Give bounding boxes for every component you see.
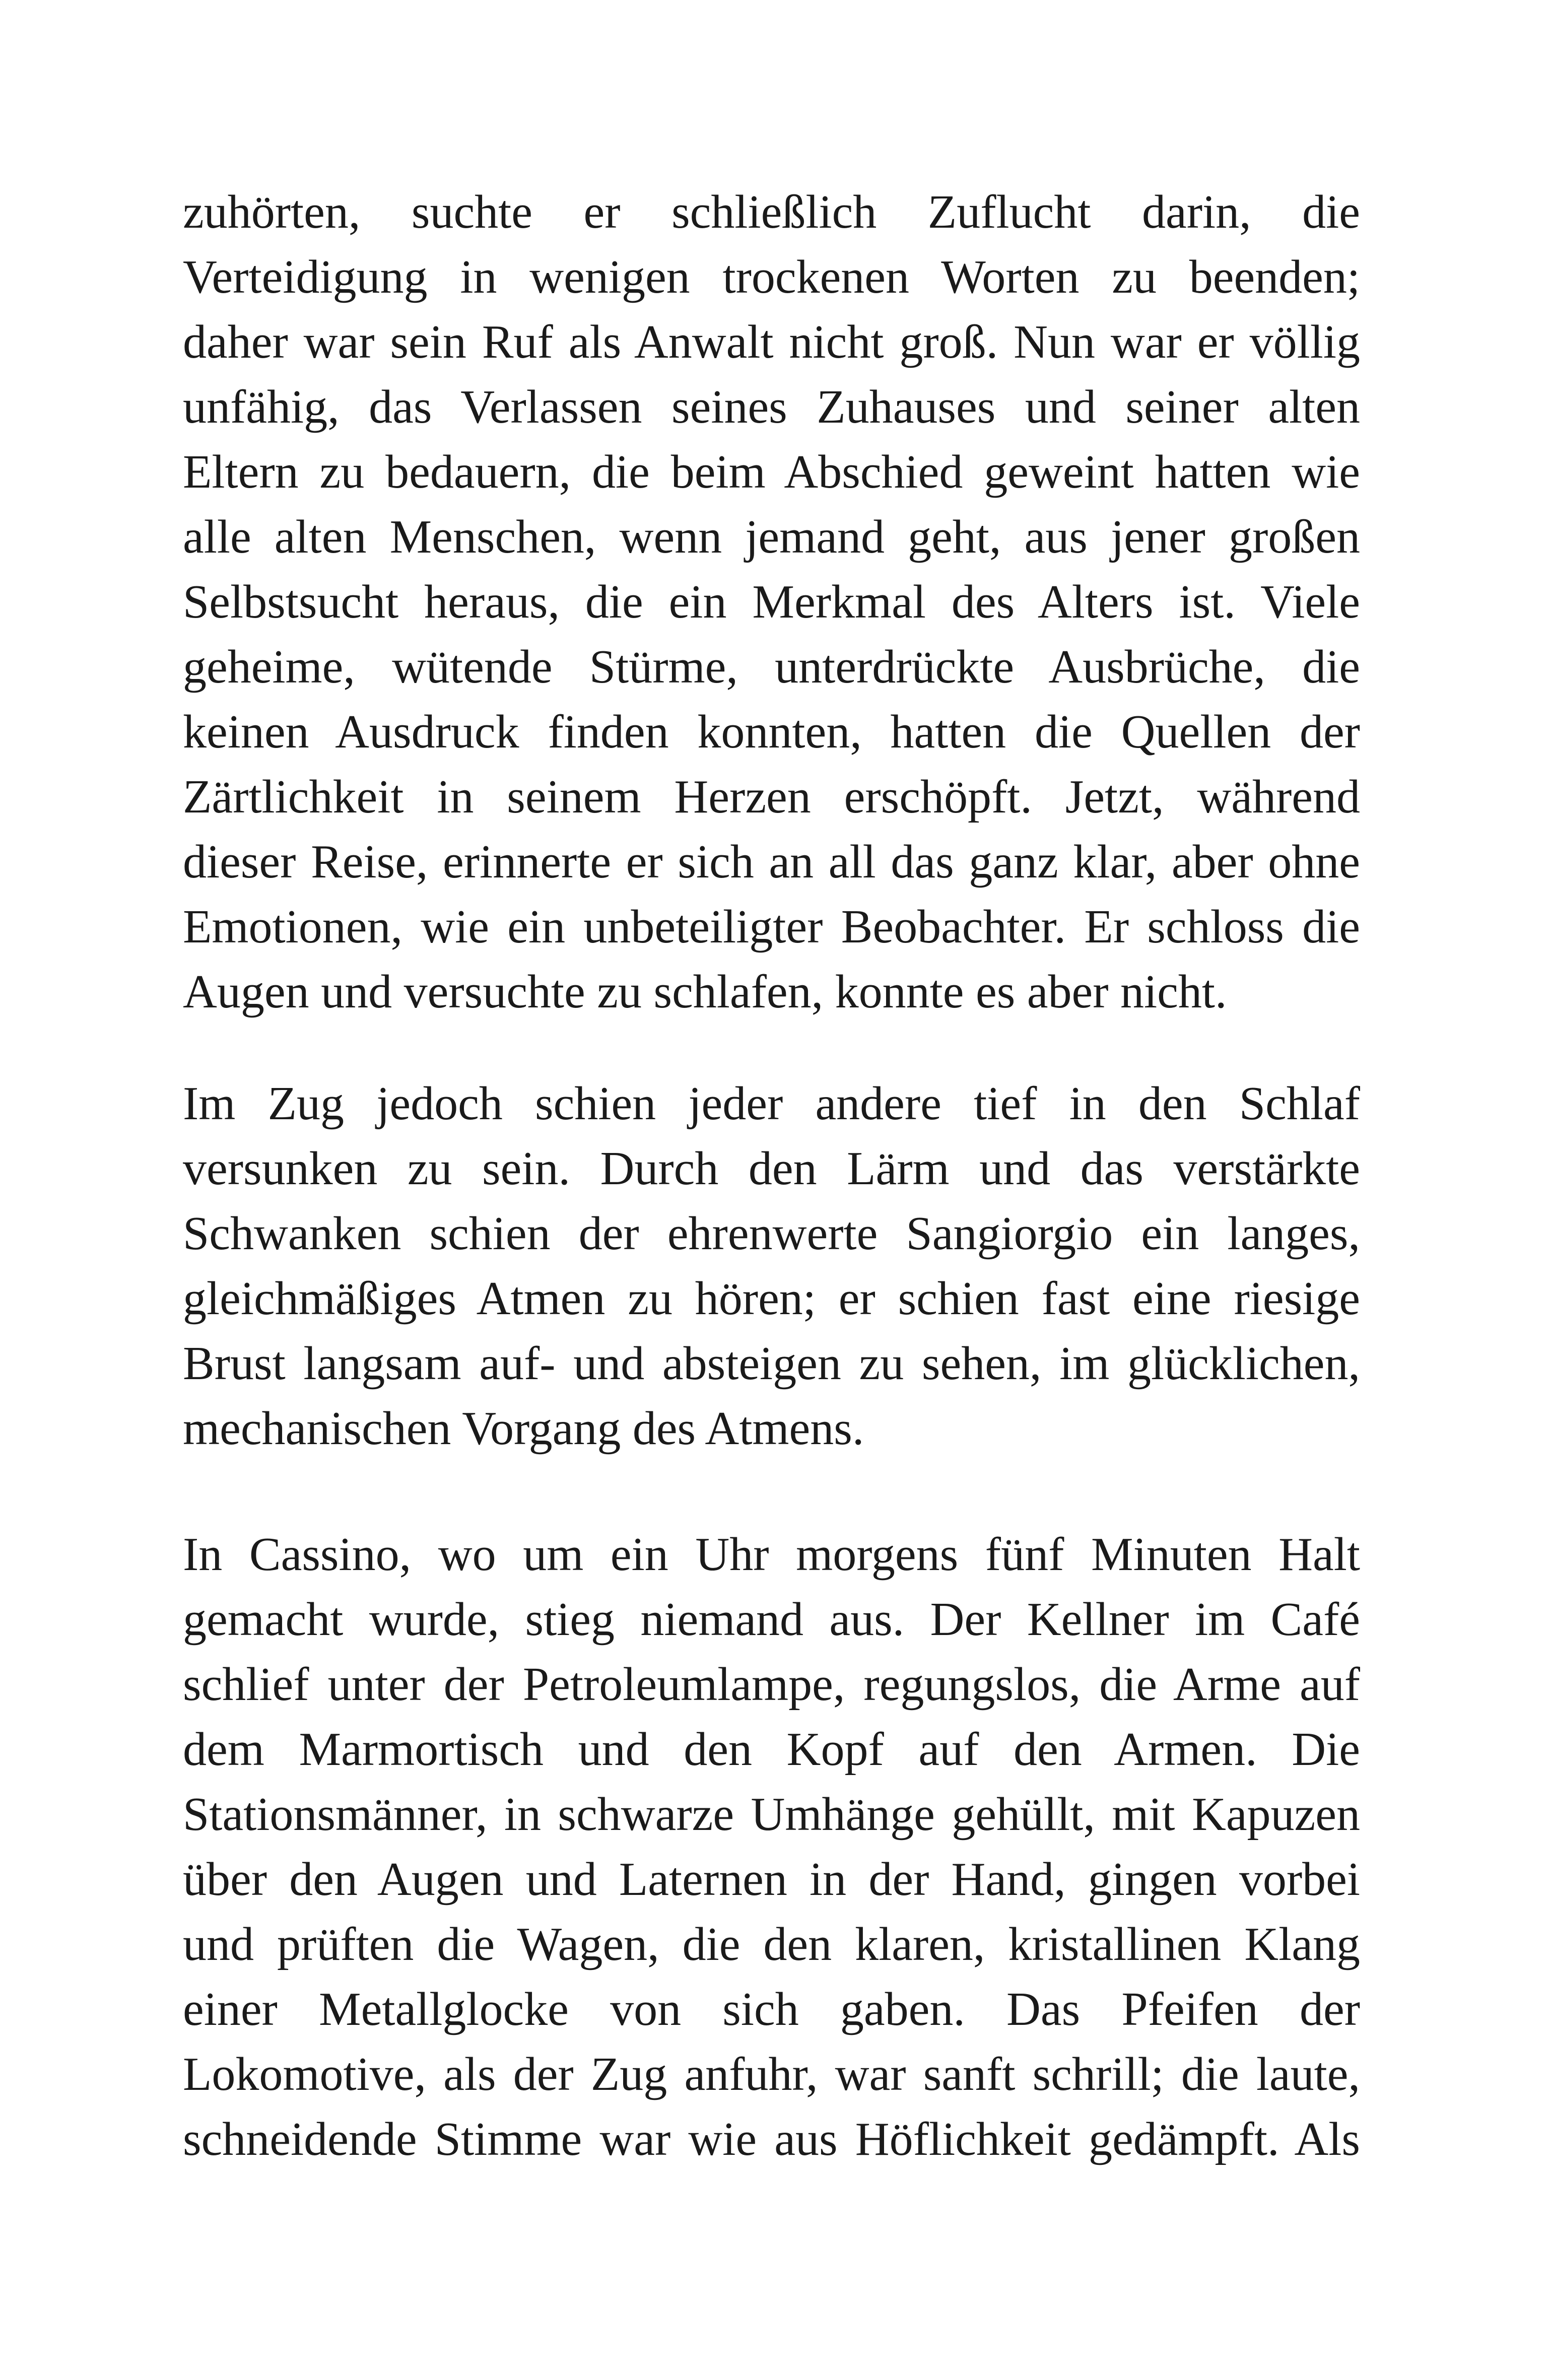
text-line: dieser Reise, erinnerte er sich an all das ganz klar, aber ohne — [183, 836, 1360, 888]
text-line: Augen und versuchte zu schlafen, konnte es aber nicht. — [183, 966, 1227, 1018]
text-line: Schwanken schien der ehrenwerte Sangiorgio ein langes, — [183, 1207, 1360, 1260]
text-line: Emotionen, wie ein unbeteiligter Beobachter. Er schloss die — [183, 901, 1360, 953]
text-line: versunken zu sein. Durch den Lärm und das verstärkte — [183, 1142, 1360, 1195]
paragraph — [183, 180, 1360, 1025]
text-line: schneidende Stimme war wie aus Höflichkeit gedämpft. Als — [183, 2113, 1360, 2165]
text-line: alle alten Menschen, wenn jemand geht, aus jener großen — [183, 511, 1360, 563]
paragraph — [183, 1071, 1360, 1461]
text-line: und prüften die Wagen, die den klaren, kristallinen Klang — [183, 1918, 1360, 1970]
text-line: Im Zug jedoch schien jeder andere tief in den Schlaf — [183, 1077, 1360, 1130]
text-line: unfähig, das Verlassen seines Zuhauses und seiner alten — [183, 381, 1360, 433]
text-line: gemacht wurde, stieg niemand aus. Der Kellner im Café — [183, 1593, 1360, 1646]
text-line: schlief unter der Petroleumlampe, regungslos, die Arme auf — [183, 1658, 1360, 1711]
text-line: über den Augen und Laternen in der Hand, gingen vorbei — [183, 1853, 1360, 1906]
text-line: Brust langsam auf- und absteigen zu sehen, im glücklichen, — [183, 1337, 1360, 1390]
text-line: geheime, wütende Stürme, unterdrückte Ausbrüche, die — [183, 641, 1360, 693]
text-line: zuhörten, suchte er schließlich Zuflucht darin, die — [183, 186, 1360, 238]
text-line: Zärtlichkeit in seinem Herzen erschöpft. Jetzt, während — [183, 771, 1360, 823]
text-line: keinen Ausdruck finden konnten, hatten die Quellen der — [183, 706, 1360, 758]
text-line: daher war sein Ruf als Anwalt nicht groß. Nun war er völlig — [183, 316, 1360, 368]
text-line: In Cassino, wo um ein Uhr morgens fünf Minuten Halt — [183, 1528, 1360, 1581]
text-line: dem Marmortisch und den Kopf auf den Armen. Die — [183, 1723, 1360, 1776]
text-line: mechanischen Vorgang des Atmens. — [183, 1402, 864, 1455]
text-line: gleichmäßiges Atmen zu hören; er schien fast eine riesige — [183, 1272, 1360, 1325]
text-line: Selbstsucht heraus, die ein Merkmal des Alters ist. Viele — [183, 576, 1360, 628]
text-line: Lokomotive, als der Zug anfuhr, war sanft schrill; die laute, — [183, 2048, 1360, 2100]
paragraph — [183, 1522, 1360, 2172]
text-line: Verteidigung in wenigen trockenen Worten zu beenden; — [183, 251, 1360, 303]
text-line: Eltern zu bedauern, die beim Abschied geweint hatten wie — [183, 446, 1360, 498]
text-line: einer Metallglocke von sich gaben. Das Pfeifen der — [183, 1983, 1360, 2035]
text-line: Stationsmänner, in schwarze Umhänge gehüllt, mit Kapuzen — [183, 1788, 1360, 1841]
